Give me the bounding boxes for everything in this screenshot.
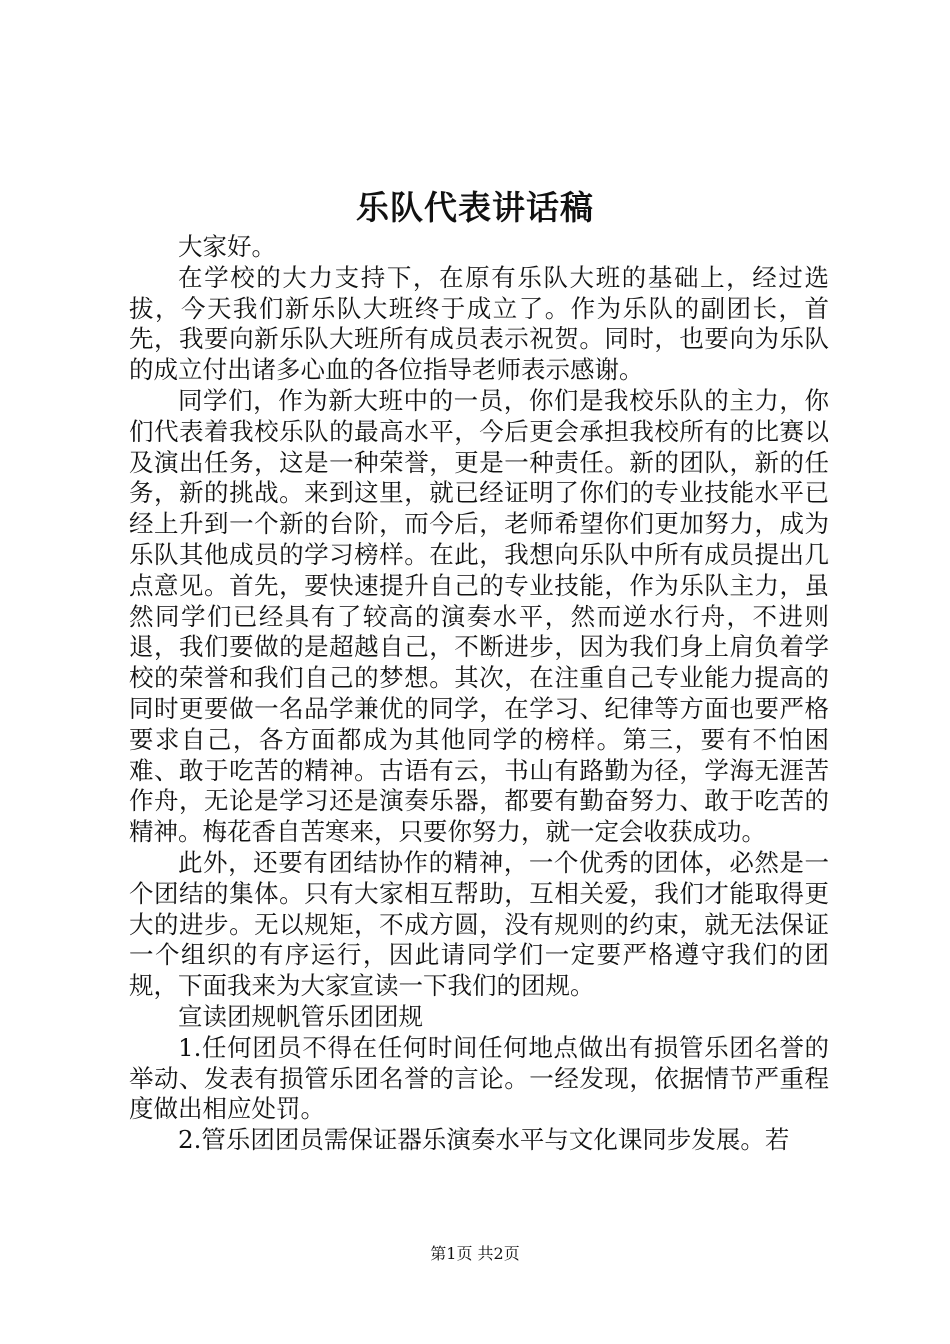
paragraph: 宣读团规帆管乐团团规	[178, 1001, 423, 1031]
paragraph: 1.任何团员不得在任何时间任何地点做出有损管乐团名誉的举动、发表有损管乐团名誉的言论。一经发现，依据情节严重程度做出相应处罚。	[129, 1032, 829, 1124]
paragraph: 2.管乐团团员需保证器乐演奏水平与文化课同步发展。若	[178, 1125, 790, 1155]
paragraph: 同学们，作为新大班中的一员，你们是我校乐队的主力，你们代表着我校乐队的最高水平，今后更会承担我校所有的比赛以及演出任务，这是一种荣誉，更是一种责任。新的团队，新的任务，新的挑战。来到这里，就已经证明了你们的专业技能水平已经上升到一个新的台阶，而今后，老师希望你们更加努力，成为乐队其他成员的学习榜样。在此，我想向乐队中所有成员提出几点意见。首先，要快速提升自己的专业技能，作为乐队主力，虽然同学们已经具有了较高的演奏水平，然而逆水行舟，不进则退，我们要做的是超越自己，不断进步，因为我们身上肩负着学校的荣誉和我们自己的梦想。其次，在注重自己专业能力提高的同时更要做一名品学兼优的同学，在学习、纪律等方面也要严格要求自己，各方面都成为其他同学的榜样。第三，要有不怕困难、敢于吃苦的精神。古语有云，书山有路勤为径，学海无涯苦作舟，无论是学习还是演奏乐器，都要有勤奋努力、敢于吃苦的精神。梅花香自苦寒来，只要你努力，就一定会收获成功。	[129, 385, 829, 847]
document-body	[129, 232, 829, 1156]
paragraph: 在学校的大力支持下，在原有乐队大班的基础上，经过选拔，今天我们新乐队大班终于成立了。作为乐队的副团长，首先，我要向新乐队大班所有成员表示祝贺。同时，也要向为乐队的成立付出诸多心血的各位指导老师表示感谢。	[129, 262, 829, 385]
paragraph: 此外，还要有团结协作的精神，一个优秀的团体，必然是一个团结的集体。只有大家相互帮助，互相关爱，我们才能取得更大的进步。无以规矩，不成方圆，没有规则的约束，就无法保证一个组织的有序运行，因此请同学们一定要严格遵守我们的团规，下面我来为大家宣读一下我们的团规。	[129, 847, 829, 1001]
document-title: 乐队代表讲话稿	[356, 188, 594, 227]
page-number-footer: 第1页 共2页	[430, 1244, 520, 1263]
paragraph: 大家好。	[178, 232, 276, 261]
